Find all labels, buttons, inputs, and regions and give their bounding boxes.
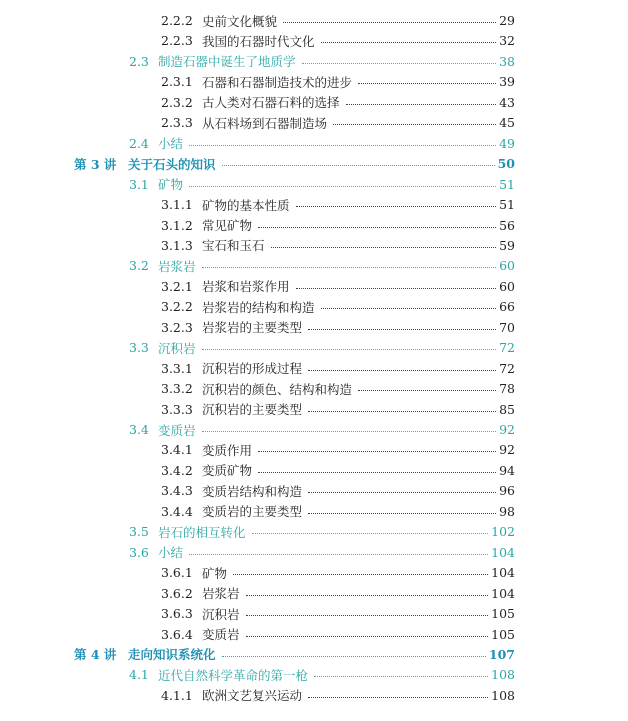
toc-entry-page: 50 <box>497 156 515 172</box>
toc-entry-title: 岩浆岩的主要类型 <box>202 320 303 336</box>
toc-entry-number: 3.4.4 <box>161 503 193 519</box>
toc-dot-leader <box>296 288 497 289</box>
toc-entry-title: 变质矿物 <box>202 463 253 479</box>
toc-entry-title: 我国的石器时代文化 <box>202 33 315 49</box>
toc-dot-leader <box>233 574 488 575</box>
toc-section-entry[interactable] <box>129 522 515 542</box>
toc-subsection-entry[interactable] <box>161 604 515 624</box>
toc-entry-number: 3.1 <box>129 176 149 192</box>
toc-entry-page: 104 <box>491 565 515 581</box>
toc-entry-title: 石器和石器制造技术的进步 <box>202 74 353 90</box>
toc-entry-title: 矿物 <box>202 565 228 581</box>
toc-entry-page: 66 <box>499 299 515 315</box>
toc-subsection-entry[interactable] <box>161 563 515 583</box>
toc-entry-title: 岩浆和岩浆作用 <box>202 279 290 295</box>
toc-subsection-entry[interactable] <box>161 113 515 133</box>
toc-dot-leader <box>258 451 496 452</box>
toc-subsection-entry[interactable] <box>161 583 515 603</box>
toc-entry-title: 小结 <box>158 545 184 561</box>
toc-entry-number: 2.3.3 <box>161 115 193 131</box>
toc-entry-page: 29 <box>499 13 515 28</box>
toc-entry-page: 105 <box>491 606 515 622</box>
toc-subsection-entry[interactable] <box>161 481 515 501</box>
toc-entry-title: 宝石和玉石 <box>202 238 265 254</box>
toc-entry-number: 3.2.1 <box>161 278 193 294</box>
toc-entry-number: 3.3 <box>129 340 149 356</box>
toc-dot-leader <box>321 308 497 309</box>
toc-entry-title: 制造石器中诞生了地质学 <box>158 54 296 70</box>
toc-entry-number: 第 3 讲 <box>74 156 117 172</box>
toc-dot-leader <box>258 227 496 228</box>
toc-dot-leader <box>358 390 496 391</box>
toc-entry-page: 105 <box>491 626 515 642</box>
toc-subsection-entry[interactable] <box>161 379 515 399</box>
toc-entry-number: 3.3.1 <box>161 360 193 376</box>
toc-entry-title: 变质岩 <box>202 627 240 642</box>
toc-dot-leader <box>308 370 496 371</box>
toc-dot-leader <box>302 63 497 64</box>
toc-entry-page: 51 <box>499 197 515 213</box>
toc-dot-leader <box>314 676 488 677</box>
toc-entry-number: 4.1 <box>129 667 149 683</box>
toc-subsection-entry[interactable] <box>161 399 515 419</box>
toc-entry-page: 60 <box>499 258 515 274</box>
toc-entry-number: 3.1.2 <box>161 217 193 233</box>
toc-entry-page: 32 <box>499 33 515 49</box>
toc-dot-leader <box>296 206 497 207</box>
toc-section-entry[interactable] <box>129 338 515 358</box>
toc-dot-leader <box>189 554 488 555</box>
toc-entry-number: 2.3 <box>129 53 149 69</box>
toc-entry-page: 96 <box>499 483 515 499</box>
toc-section-entry[interactable] <box>129 420 515 440</box>
toc-entry-page: 92 <box>499 422 515 437</box>
toc-dot-leader <box>202 431 497 432</box>
toc-entry-title: 常见矿物 <box>202 218 253 233</box>
toc-entry-title: 古人类对石器石料的选择 <box>202 95 340 111</box>
toc-subsection-entry[interactable] <box>161 72 515 92</box>
toc-entry-number: 3.6 <box>129 544 149 560</box>
toc-entry-number: 3.2.2 <box>161 299 193 315</box>
toc-entry-number: 2.4 <box>129 135 149 151</box>
toc-entry-number: 3.4.1 <box>161 442 193 458</box>
toc-entry-number: 3.1.1 <box>161 197 193 213</box>
toc-subsection-entry[interactable] <box>161 358 515 378</box>
toc-entry-page: 56 <box>499 217 515 233</box>
toc-subsection-entry[interactable] <box>161 297 515 317</box>
toc-section-entry[interactable] <box>129 256 515 276</box>
toc-entry-number: 3.4 <box>129 422 149 437</box>
toc-entry-page: 45 <box>499 115 515 131</box>
toc-entry-page: 108 <box>491 667 515 683</box>
toc-dot-leader <box>308 329 496 330</box>
toc-entry-number: 3.4.3 <box>161 483 193 499</box>
toc-entry-number: 第 4 讲 <box>74 647 117 663</box>
toc-entry-page: 39 <box>499 74 515 90</box>
toc-entry-number: 3.5 <box>129 524 149 540</box>
toc-entry-page: 60 <box>499 278 515 294</box>
toc-entry-page: 51 <box>499 176 515 192</box>
toc-dot-leader <box>222 656 486 657</box>
toc-entry-number: 3.2.3 <box>161 319 193 335</box>
toc-dot-leader <box>246 636 489 637</box>
toc-dot-leader <box>308 411 496 412</box>
toc-dot-leader <box>246 595 489 596</box>
toc-section-entry[interactable] <box>129 174 515 194</box>
toc-entry-page: 98 <box>499 503 515 519</box>
toc-chapter-entry[interactable] <box>74 154 515 174</box>
toc-entry-title: 沉积岩 <box>158 340 196 356</box>
toc-subsection-entry[interactable] <box>161 685 515 705</box>
toc-entry-title: 岩浆岩 <box>158 258 196 274</box>
toc-dot-leader <box>222 165 495 166</box>
toc-entry-title: 岩石的相互转化 <box>158 524 246 540</box>
toc-entry-page: 72 <box>499 360 515 376</box>
toc-entry-page: 43 <box>499 94 515 110</box>
toc-dot-leader <box>283 22 496 23</box>
toc-entry-title: 沉积岩 <box>202 606 240 622</box>
toc-entry-title: 欧洲文艺复兴运动 <box>202 688 303 704</box>
toc-dot-leader <box>189 186 496 187</box>
toc-dot-leader <box>252 533 489 534</box>
toc-entry-page: 78 <box>499 381 515 397</box>
toc-entry-number: 2.3.2 <box>161 94 193 110</box>
toc-entry-number: 2.2.3 <box>161 33 193 49</box>
toc-entry-page: 107 <box>488 646 515 662</box>
toc-entry-title: 走向知识系统化 <box>128 647 216 663</box>
toc-entry-title: 小结 <box>158 136 184 152</box>
toc-entry-title: 关于石头的知识 <box>128 156 216 172</box>
toc-subsection-entry[interactable] <box>161 92 515 112</box>
toc-entry-number: 3.2 <box>129 258 149 274</box>
toc-entry-number: 3.6.2 <box>161 585 193 601</box>
toc-entry-number: 3.3.2 <box>161 381 193 397</box>
toc-subsection-entry[interactable] <box>161 440 515 460</box>
toc-entry-page: 70 <box>499 319 515 335</box>
toc-entry-number: 3.6.1 <box>161 565 193 581</box>
toc-subsection-entry[interactable] <box>161 11 515 31</box>
toc-subsection-entry[interactable] <box>161 276 515 296</box>
toc-entry-number: 3.1.3 <box>161 237 193 253</box>
toc-dot-leader <box>333 124 496 125</box>
toc-entry-title: 沉积岩的形成过程 <box>202 361 303 377</box>
toc-entry-page: 92 <box>499 442 515 458</box>
toc-entry-title: 矿物 <box>158 177 184 193</box>
toc-dot-leader <box>308 492 496 493</box>
toc-entry-page: 72 <box>499 340 515 356</box>
toc-dot-leader <box>202 267 497 268</box>
toc-entry-page: 38 <box>499 53 515 69</box>
toc-dot-leader <box>202 349 497 350</box>
toc-entry-page: 85 <box>499 401 515 417</box>
toc-section-entry[interactable] <box>129 133 515 153</box>
toc-entry-page: 49 <box>499 135 515 151</box>
toc-dot-leader <box>271 247 497 248</box>
toc-entry-title: 从石料场到石器制造场 <box>202 115 328 131</box>
toc-entry-page: 59 <box>499 237 515 253</box>
toc-entry-title: 沉积岩的主要类型 <box>202 402 303 418</box>
toc-entry-page: 104 <box>491 544 515 560</box>
toc-entry-page: 102 <box>491 524 515 540</box>
toc-subsection-entry[interactable] <box>161 501 515 521</box>
toc-subsection-entry[interactable] <box>161 31 515 51</box>
toc-subsection-entry[interactable] <box>161 624 515 644</box>
toc-dot-leader <box>308 513 496 514</box>
toc-chapter-entry[interactable] <box>74 644 515 664</box>
toc-entry-title: 矿物的基本性质 <box>202 197 290 213</box>
toc-section-entry[interactable] <box>129 542 515 562</box>
toc-entry-title: 变质岩结构和构造 <box>202 483 303 499</box>
toc-entry-number: 2.3.1 <box>161 74 193 90</box>
toc-entry-title: 变质作用 <box>202 442 253 458</box>
toc-entry-number: 3.6.4 <box>161 626 193 642</box>
toc-entry-number: 4.1.1 <box>161 687 193 703</box>
toc-entry-number: 2.2.2 <box>161 13 193 28</box>
toc-section-entry[interactable] <box>129 665 515 685</box>
toc-entry-number: 3.4.2 <box>161 462 193 478</box>
toc-entry-number: 3.3.3 <box>161 401 193 417</box>
toc-section-entry[interactable] <box>129 51 515 71</box>
toc-dot-leader <box>246 615 489 616</box>
toc-entry-title: 岩浆岩的结构和构造 <box>202 299 315 315</box>
toc-subsection-entry[interactable] <box>161 317 515 337</box>
toc-dot-leader <box>308 697 488 698</box>
toc-entry-title: 岩浆岩 <box>202 586 240 602</box>
toc-entry-page: 108 <box>491 687 515 703</box>
toc-entry-title: 变质岩 <box>158 422 196 438</box>
toc-dot-leader <box>189 145 496 146</box>
toc-dot-leader <box>258 472 496 473</box>
toc-subsection-entry[interactable] <box>161 215 515 235</box>
toc-entry-page: 104 <box>491 585 515 601</box>
toc-entry-title: 沉积岩的颜色、结构和构造 <box>202 381 353 397</box>
toc-dot-leader <box>321 42 497 43</box>
toc-entry-title: 变质岩的主要类型 <box>202 504 303 520</box>
toc-dot-leader <box>358 83 496 84</box>
toc-subsection-entry[interactable] <box>161 195 515 215</box>
toc-subsection-entry[interactable] <box>161 235 515 255</box>
toc-entry-title: 近代自然科学革命的第一枪 <box>158 667 309 683</box>
toc-subsection-entry[interactable] <box>161 460 515 480</box>
toc-entry-number: 3.6.3 <box>161 606 193 622</box>
toc-entry-page: 94 <box>499 462 515 478</box>
toc-entry-title: 史前文化概貌 <box>202 13 278 29</box>
toc-dot-leader <box>346 104 497 105</box>
